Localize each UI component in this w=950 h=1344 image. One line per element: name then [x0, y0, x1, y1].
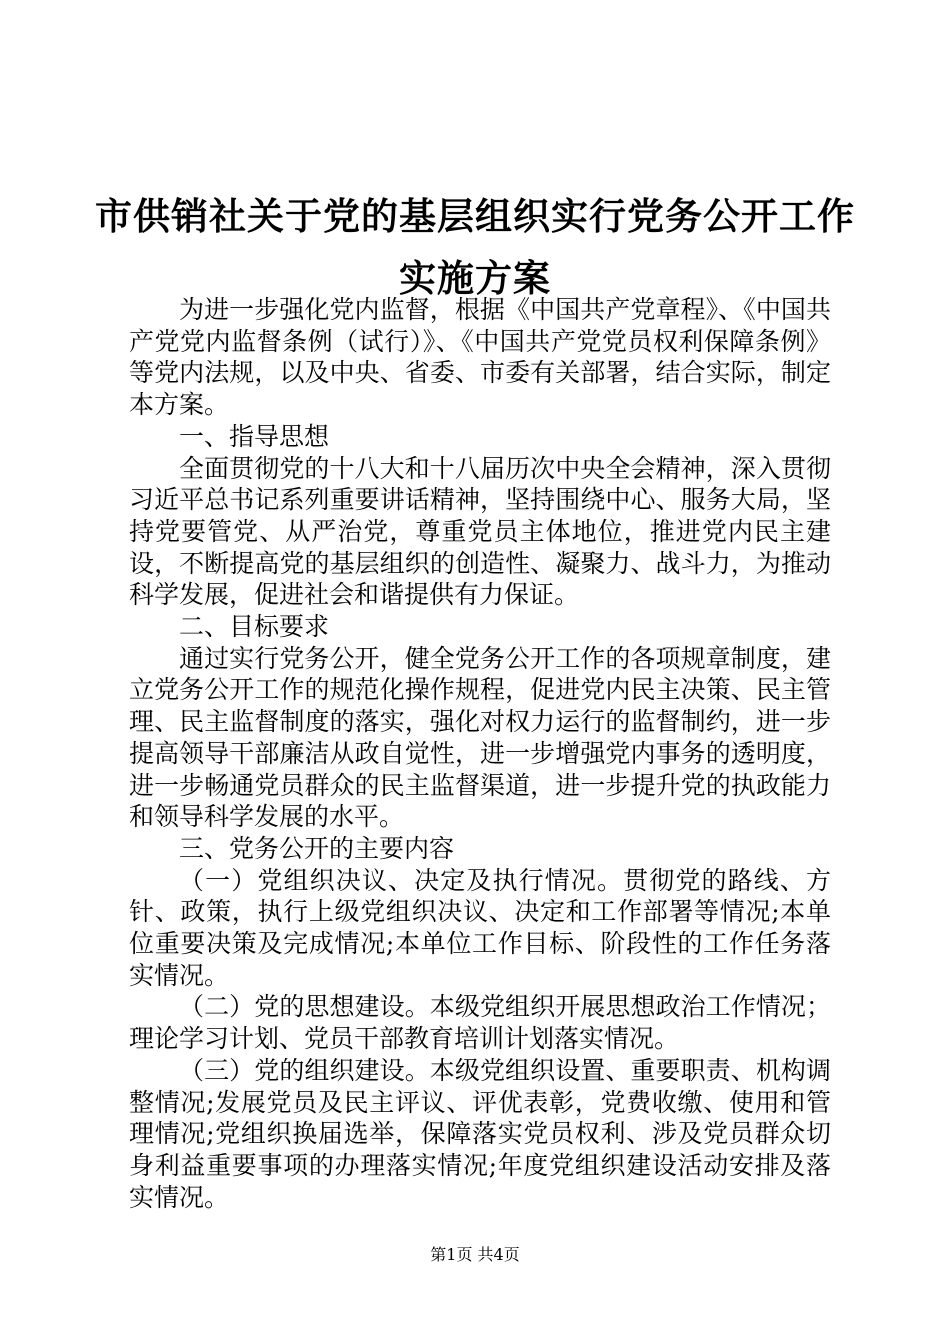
document-title-line-2: 实施方案 — [399, 256, 551, 300]
page-footer: 第1页 共4页 — [430, 1245, 520, 1264]
section-heading-goals: 二、目标要求 — [179, 612, 330, 642]
section-heading-guiding-thought: 一、指导思想 — [179, 421, 330, 451]
intro-paragraph: 为进一步强化党内监督，根据《中国共产党章程》、《中国共产党党内监督条例（试行）》、《中国共产党党员权利保障条例》等党内法规，以及中央、省委、市委有关部署，结合实际，制定本方案。 — [129, 295, 831, 420]
guiding-thought-paragraph: 全面贯彻党的十八大和十八届历次中央全会精神，深入贯彻习近平总书记系列重要讲话精神，坚持围绕中心、服务大局，坚持党要管党、从严治党，尊重党员主体地位，推进党内民主建设，不断提高党的基层组织的创造性、凝聚力、战斗力，为推动科学发展，促进社会和谐提供有力保证。 — [129, 453, 831, 610]
goals-paragraph: 通过实行党务公开，健全党务公开工作的各项规章制度，建立党务公开工作的规范化操作规程，促进党内民主决策、民主管理、民主监督制度的落实，强化对权力运行的监督制约，进一步提高领导干部廉洁从政自觉性，进一步增强党内事务的透明度，进一步畅通党员群众的民主监督渠道，进一步提升党的执政能力和领导科学发展的水平。 — [129, 643, 831, 832]
document-body — [129, 294, 831, 1213]
content-item-2: （二）党的思想建设。本级党组织开展思想政治工作情况；理论学习计划、党员干部教育培训计划落实情况。 — [129, 992, 831, 1054]
content-item-1: （一）党组织决议、决定及执行情况。贯彻党的路线、方针、政策，执行上级党组织决议、决定和工作部署等情况;本单位重要决策及完成情况;本单位工作目标、阶段性的工作任务落实情况。 — [129, 865, 831, 990]
content-item-3: （三）党的组织建设。本级党组织设置、重要职责、机构调整情况;发展党员及民主评议、评优表彰，党费收缴、使用和管理情况;党组织换届选举，保障落实党员权利、涉及党员群众切身利益重要事项的办理落实情况;年度党组织建设活动安排及落实情况。 — [129, 1055, 831, 1212]
document-title-line-1: 市供销社关于党的基层组织实行党务公开工作 — [95, 194, 855, 238]
section-heading-main-content: 三、党务公开的主要内容 — [179, 833, 455, 863]
